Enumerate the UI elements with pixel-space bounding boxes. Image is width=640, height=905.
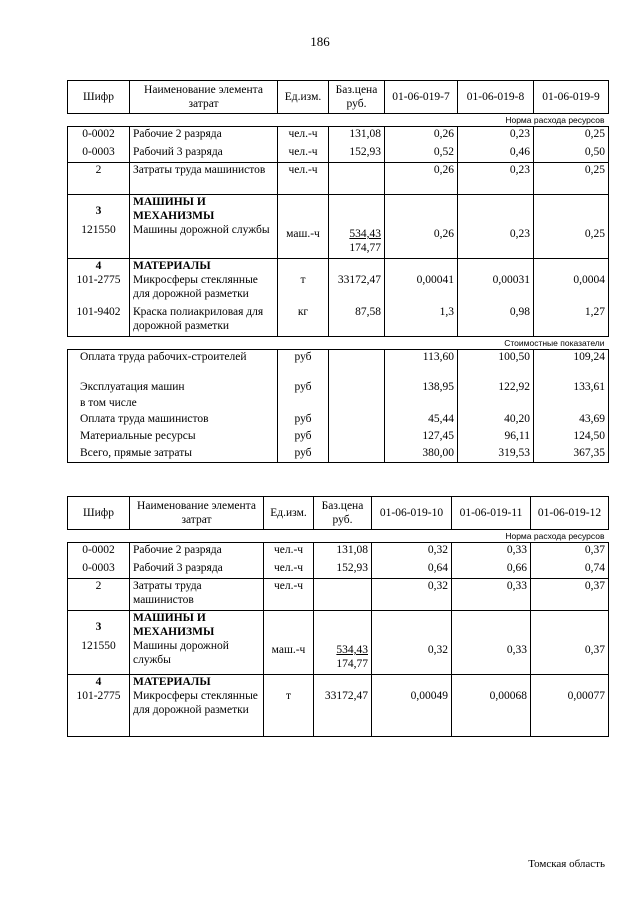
header-column: 01-06-019-8 <box>458 81 534 114</box>
table-row: 0-0002 Рабочие 2 разряда чел.-ч 131,08 0,32 0,33 0,37 <box>68 543 609 561</box>
header-name: Наименование элемента затрат <box>130 497 264 530</box>
table-row: 2 Затраты труда машинистов чел.-ч 0,26 0,23 0,25 <box>68 163 609 195</box>
header-base-price: Баз.цена руб. <box>314 497 372 530</box>
band-costs: Стоимостные показатели <box>68 337 609 350</box>
norm-table-1 <box>67 80 609 463</box>
header-column: 01-06-019-9 <box>534 81 609 114</box>
header-code: Шифр <box>68 81 130 114</box>
table-row: 4 101-2775 МАТЕРИАЛЫ Микросферы стеклянные для дорожной разметки т 33172,47 0,00041 0,00031 0,0004 <box>68 259 609 305</box>
table-row: 3 121550 МАШИНЫ И МЕХАНИЗМЫ Машины дорожной службы маш.-ч 534,43 174,77 0,32 0,33 0,37 <box>68 611 609 675</box>
cost-row: Оплата труда машинистов руб 45,44 40,20 43,69 <box>68 412 609 429</box>
table-row: 0-0003 Рабочий 3 разряда чел.-ч 152,93 0,52 0,46 0,50 <box>68 145 609 163</box>
header-column: 01-06-019-10 <box>372 497 452 530</box>
header-column: 01-06-019-7 <box>385 81 458 114</box>
cost-row: Материальные ресурсы руб 127,45 96,11 124,50 <box>68 429 609 446</box>
table-row: 4 101-2775 МАТЕРИАЛЫ Микросферы стеклянные для дорожной разметки т 33172,47 0,00049 0,00068 0,00077 <box>68 675 609 737</box>
header-column: 01-06-019-12 <box>531 497 609 530</box>
header-unit: Ед.изм. <box>278 81 329 114</box>
band-norms: Норма расхода ресурсов <box>68 530 609 543</box>
cost-row: Оплата труда рабочих-строителей руб 113,60 100,50 109,24 <box>68 350 609 380</box>
header-name: Наименование элемента затрат <box>130 81 278 114</box>
cost-row: в том числе <box>68 396 609 412</box>
cost-row: Всего, прямые затраты руб 380,00 319,53 367,35 <box>68 446 609 463</box>
footer-region: Томская область <box>528 858 605 870</box>
table-row: 0-0003 Рабочий 3 разряда чел.-ч 152,93 0,64 0,66 0,74 <box>68 561 609 579</box>
norm-table-2 <box>67 496 609 737</box>
table-row: 101-9402 Краска полиакриловая для дорожной разметки кг 87,58 1,3 0,98 1,27 <box>68 305 609 337</box>
header-column: 01-06-019-11 <box>452 497 531 530</box>
table-row: 0-0002 Рабочие 2 разряда чел.-ч 131,08 0,26 0,23 0,25 <box>68 127 609 145</box>
header-base-price: Баз.цена руб. <box>329 81 385 114</box>
table-row: 2 Затраты труда машинистов чел.-ч 0,32 0,33 0,37 <box>68 579 609 611</box>
cost-row: Эксплуатация машин руб 138,95 122,92 133,61 <box>68 380 609 396</box>
header-unit: Ед.изм. <box>264 497 314 530</box>
header-code: Шифр <box>68 497 130 530</box>
band-norms: Норма расхода ресурсов <box>68 114 609 127</box>
page-number: 186 <box>310 34 330 49</box>
table-row: 3 121550 МАШИНЫ И МЕХАНИЗМЫ Машины дорожной службы маш.-ч 534,43 174,77 0,26 0,23 0,25 <box>68 195 609 259</box>
